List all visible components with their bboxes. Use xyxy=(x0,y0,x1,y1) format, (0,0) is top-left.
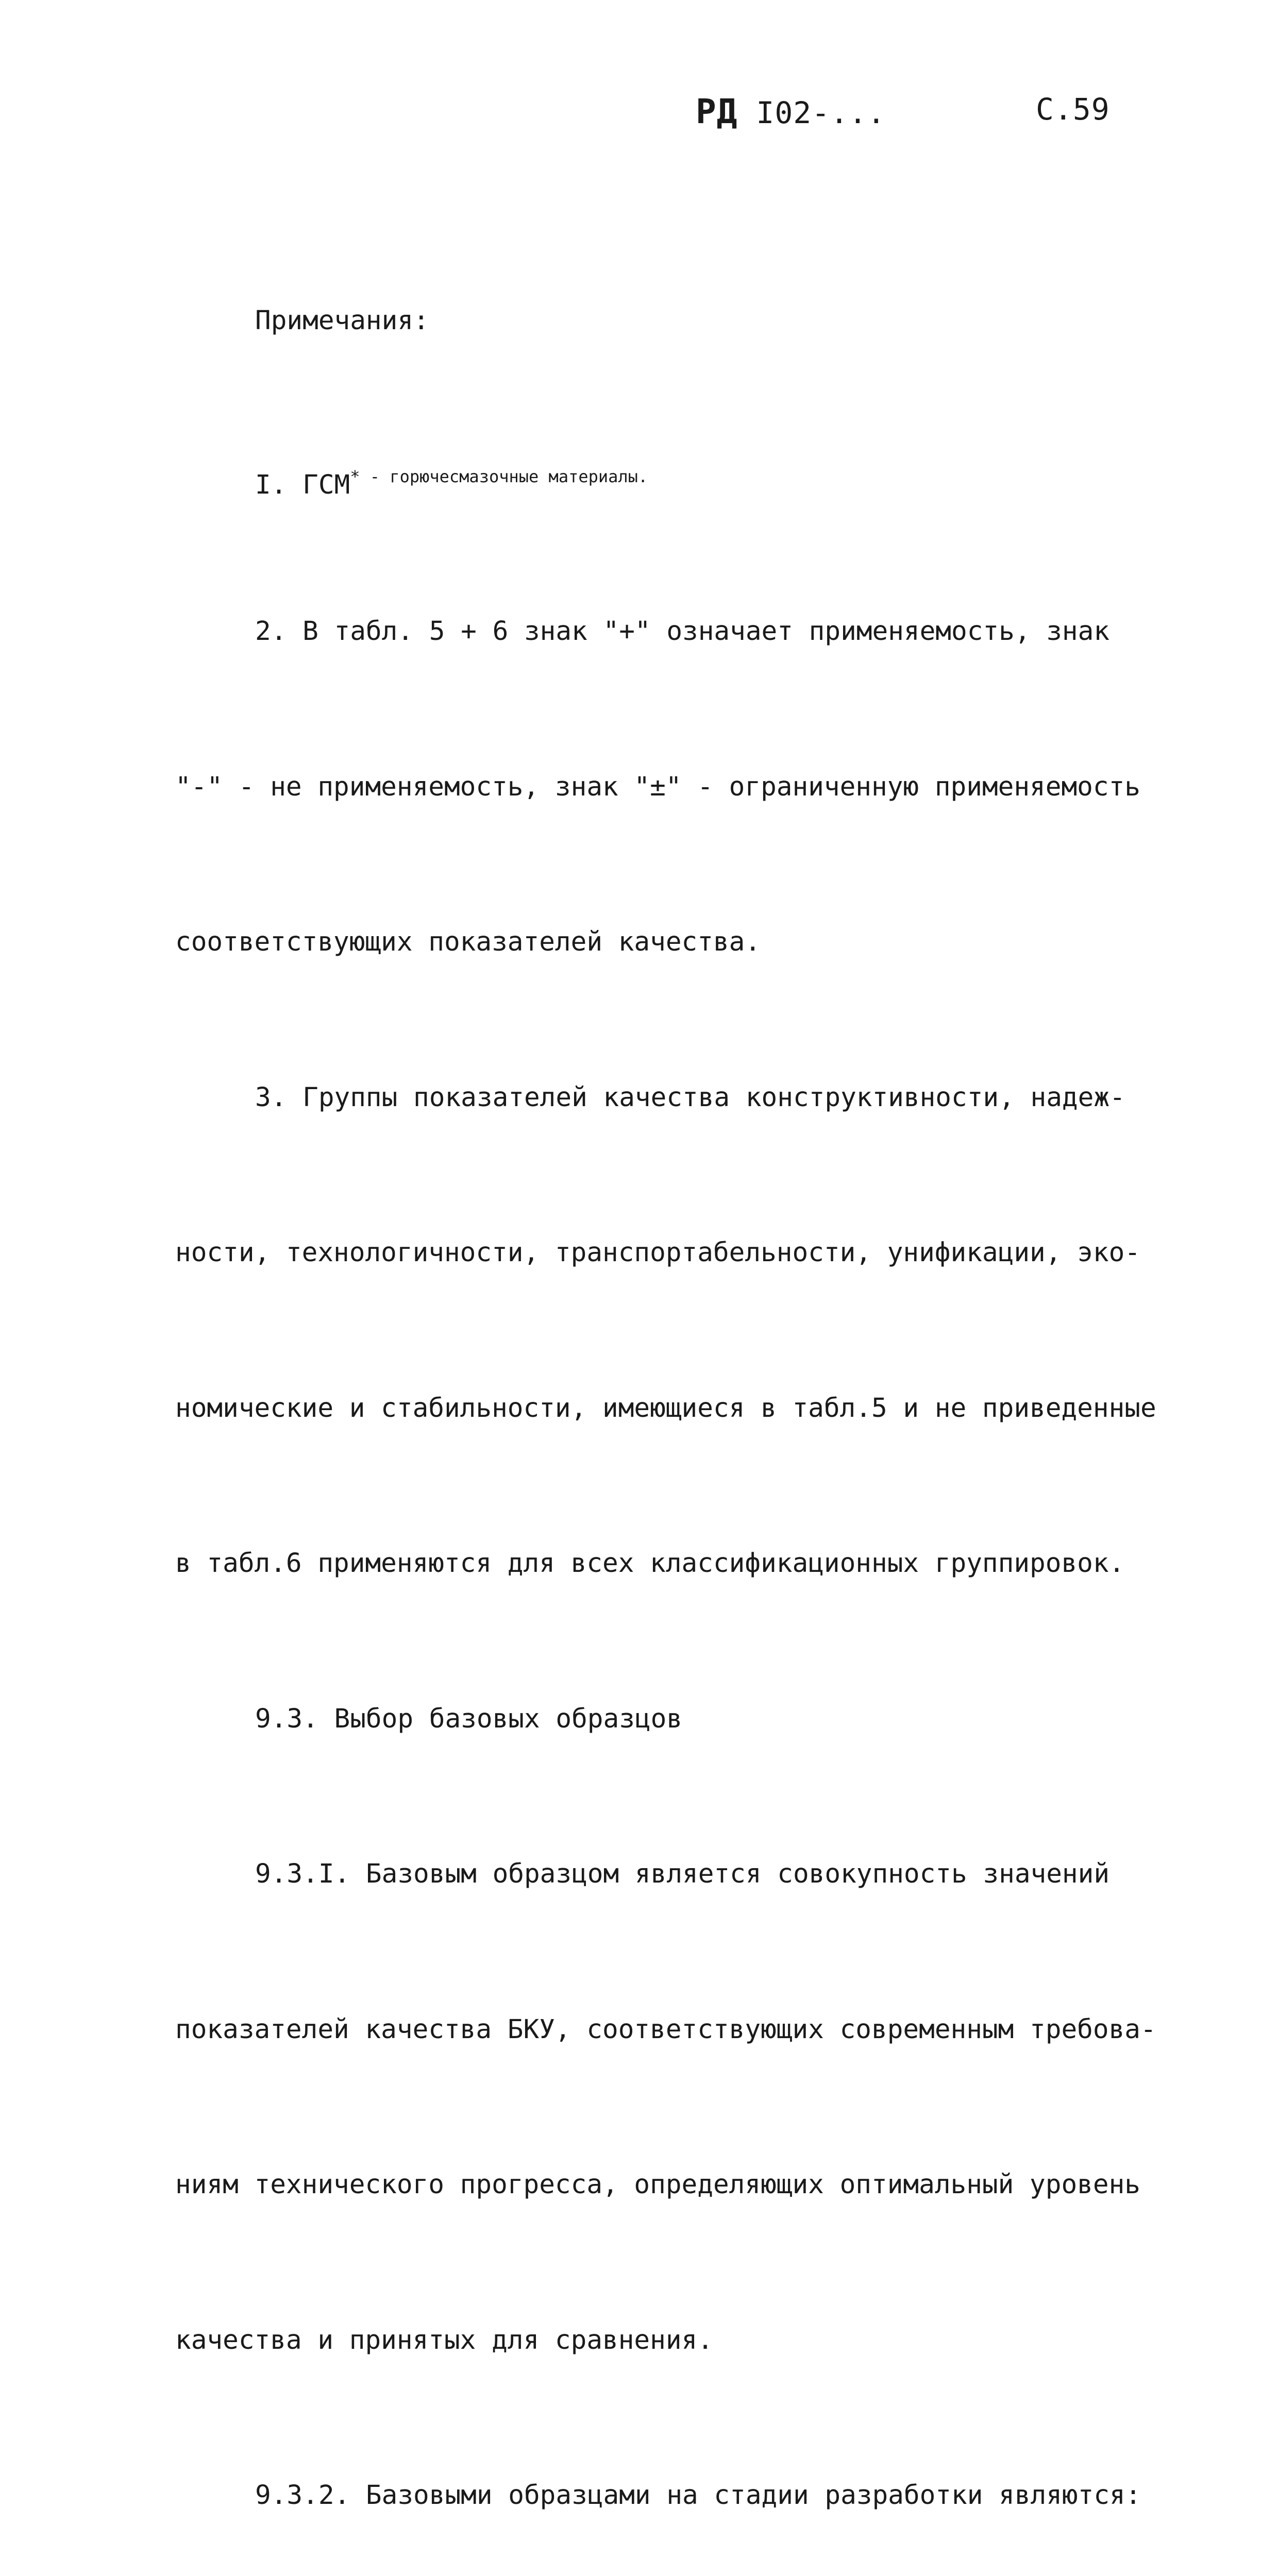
note-2-line-3: соответствующих показателей качества. xyxy=(175,927,761,957)
clause-9-3-1-line-4: качества и принятых для сравнения. xyxy=(175,2325,713,2355)
note-3-line-1: 3. Группы показателей качества конструктивности, надеж- xyxy=(255,1082,1125,1113)
note-1-definition: * - горючесмазочные материалы. xyxy=(350,466,648,486)
document-code xyxy=(696,92,886,131)
note-2-line-2: "-" - не применяемость, знак "±" - ограниченную применяемость xyxy=(175,771,1140,802)
clause-9-3-1-line-2: показателей качества БКУ, соответствующих современным требова- xyxy=(175,2014,1156,2045)
document-body xyxy=(175,192,1206,2576)
document-prefix: РД xyxy=(696,92,738,131)
note-1 xyxy=(175,451,1206,503)
clause-9-3-1-line-3: ниям технического прогресса, определяющих оптимальный уровень xyxy=(175,2170,1140,2200)
note-3-line-4: в табл.6 применяются для всех классификационных группировок. xyxy=(175,1548,1125,1579)
document-number: I02-... xyxy=(737,95,886,130)
notes-heading: Примечания: xyxy=(255,306,429,336)
page-number: С.59 xyxy=(1036,92,1110,127)
note-3-line-2: ности, технологичности, транспортабельности, унификации, эко- xyxy=(175,1238,1140,1268)
clause-9-3-1-line-1: 9.3.I. Базовым образцом является совокупность значений xyxy=(255,1859,1110,1889)
note-3-line-3: номические и стабильности, имеющиеся в табл.5 и не приведенные xyxy=(175,1393,1156,1423)
clause-9-3-2-line-1: 9.3.2. Базовыми образцами на стадии разработки являются: xyxy=(255,2480,1141,2511)
section-heading-9-3: 9.3. Выбор базовых образцов xyxy=(255,1703,683,1734)
note-2-line-1: 2. В табл. 5 + 6 знак "+" означает применяемость, знак xyxy=(255,616,1110,647)
note-1-term: I. ГСМ xyxy=(255,469,350,500)
